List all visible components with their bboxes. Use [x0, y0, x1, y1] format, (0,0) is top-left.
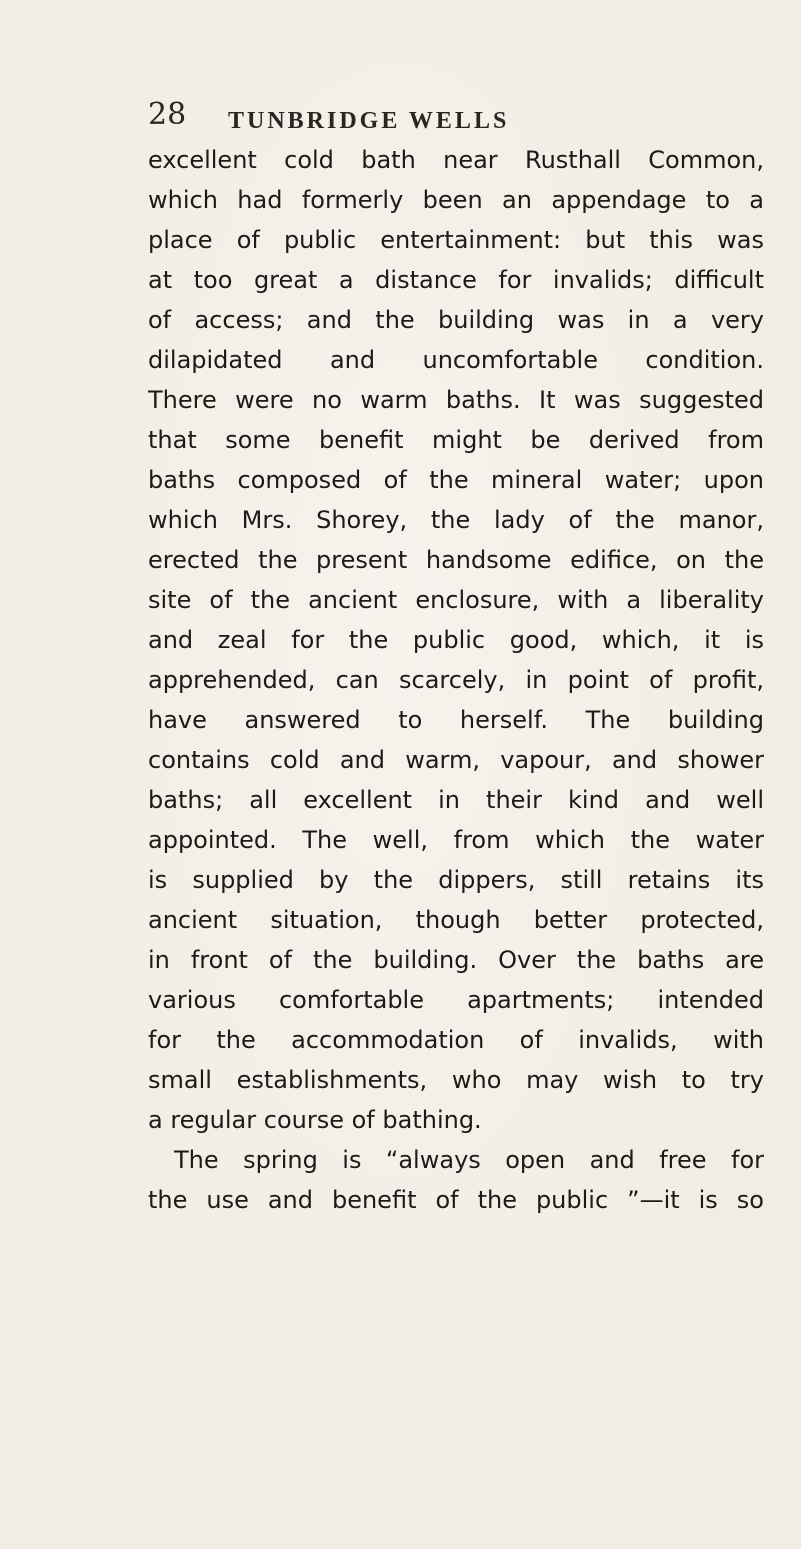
text-line: excellent cold bath near Rusthall Common, [148, 146, 764, 174]
text-line: site of the ancient enclosure, with a liberality [148, 586, 764, 614]
text-line: baths composed of the mineral water; upon [148, 466, 764, 494]
text-line: erected the present handsome edifice, on the [148, 546, 764, 574]
text-line: dilapidated and uncomfortable condition. [148, 346, 764, 374]
text-line: appointed. The well, from which the water [148, 826, 764, 854]
page-number: 28 [148, 97, 187, 132]
text-line: the use and benefit of the public ”—it is so [148, 1186, 764, 1214]
text-line: baths; all excellent in their kind and well [148, 786, 764, 814]
text-line: a regular course of bathing. [148, 1106, 482, 1134]
text-line: which had formerly been an appendage to a [148, 186, 764, 214]
text-line: which Mrs. Shorey, the lady of the manor, [148, 506, 764, 534]
text-line: and zeal for the public good, which, it is [148, 626, 764, 654]
text-line: small establishments, who may wish to try [148, 1066, 764, 1094]
text-line: is supplied by the dippers, still retains its [148, 866, 764, 894]
running-head: TUNBRIDGE WELLS [228, 108, 510, 134]
text-line: The spring is “always open and free for [174, 1146, 764, 1174]
text-line: ancient situation, though better protected, [148, 906, 764, 934]
text-line: that some benefit might be derived from [148, 426, 764, 454]
text-line: at too great a distance for invalids; difficult [148, 266, 764, 294]
text-line: place of public entertainment: but this was [148, 226, 764, 254]
text-line: apprehended, can scarcely, in point of profit, [148, 666, 764, 694]
text-line: in front of the building. Over the baths are [148, 946, 764, 974]
text-line: of access; and the building was in a very [148, 306, 764, 334]
text-line: various comfortable apartments; intended [148, 986, 764, 1014]
text-line: for the accommodation of invalids, with [148, 1026, 764, 1054]
text-line: have answered to herself. The building [148, 706, 764, 734]
text-line: There were no warm baths. It was suggested [148, 386, 764, 414]
text-line: contains cold and warm, vapour, and shower [148, 746, 764, 774]
